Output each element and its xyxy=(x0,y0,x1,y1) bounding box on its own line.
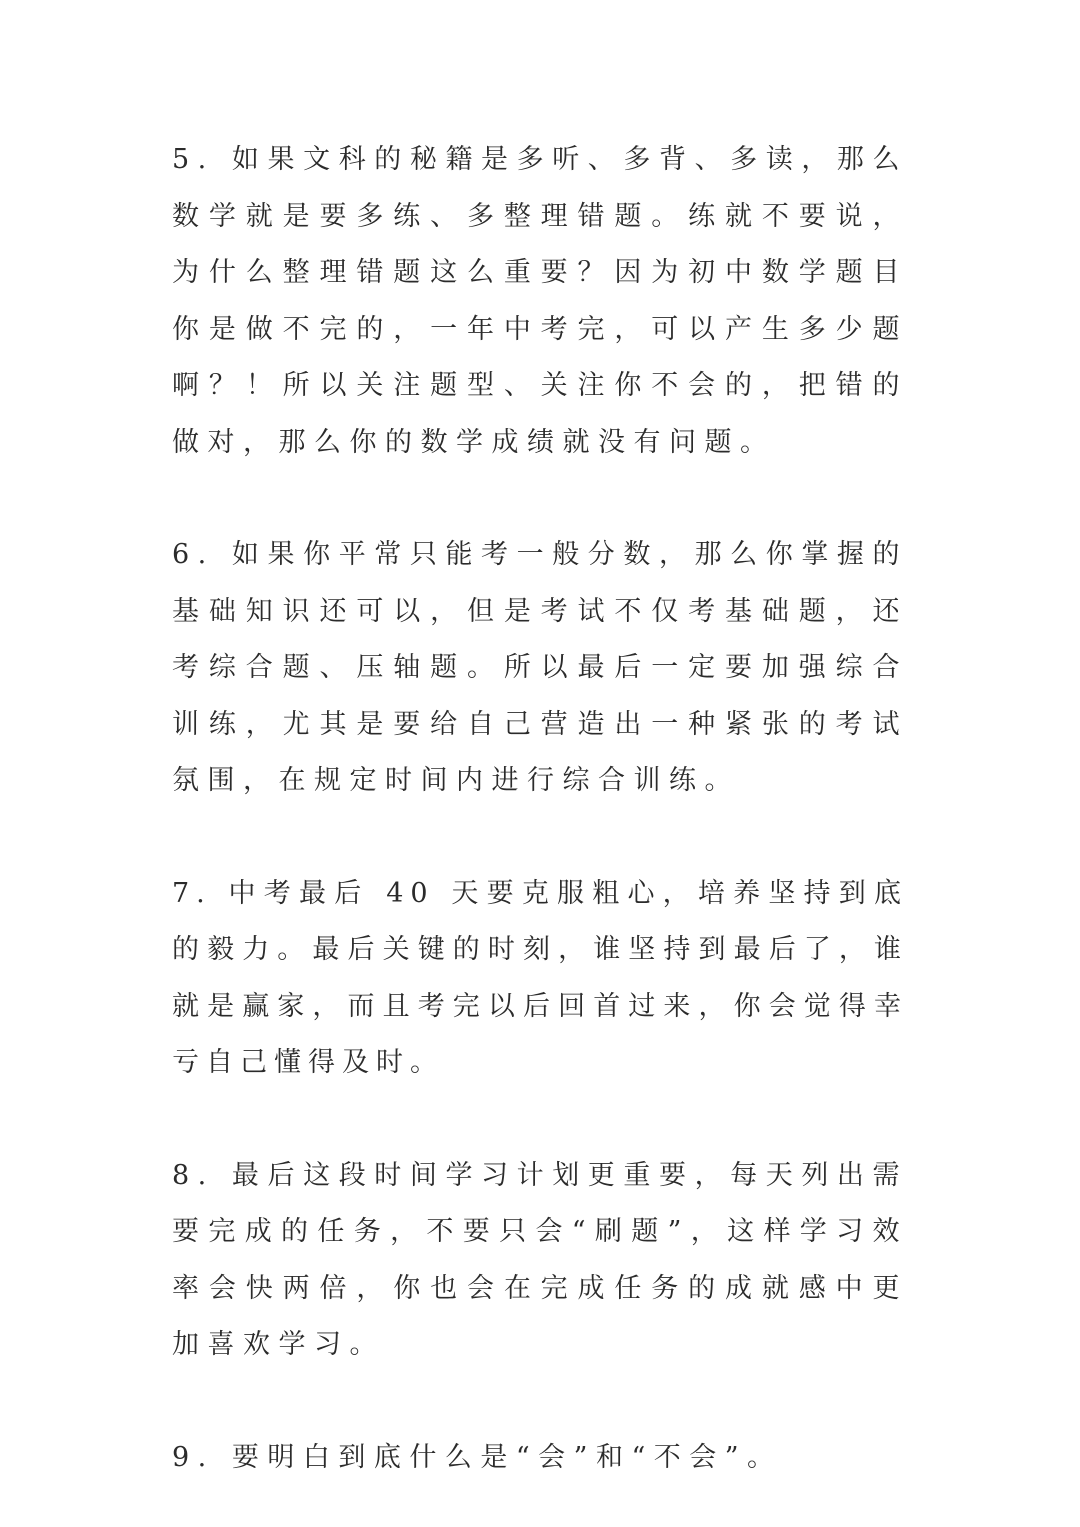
paragraph-9: 9. 要明白到底什么是“会”和“不会”。 xyxy=(172,1441,783,1473)
paragraph-5: 5. 如果文科的秘籍是多听、多背、多读，那么数学就是要多练、多整理错题。练就不要说，为什么整理错题这么重要？因为初中数学题目你是做不完的，一年中考完，可以产生多少题啊？！所以关注题型、关注你不会的，把错的做对，那么你的数学成绩就没有问题。 xyxy=(172,144,908,458)
paragraph-8: 8. 最后这段时间学习计划更重要，每天列出需要完成的任务，不要只会“刷题”，这样学习效率会快两倍，你也会在完成任务的成就感中更加喜欢学习。 xyxy=(172,1159,908,1360)
paragraph-6: 6. 如果你平常只能考一般分数，那么你掌握的基础知识还可以，但是考试不仅考基础题，还考综合题、压轴题。所以最后一定要加强综合训练，尤其是要给自己营造出一种紧张的考试氛围，在规定时间内进行综合训练。 xyxy=(172,539,908,796)
paragraph-7: 7. 中考最后 40 天要克服粗心，培养坚持到底的毅力。最后关键的时刻，谁坚持到最后了，谁就是赢家，而且考完以后回首过来，你会觉得幸亏自己懂得及时。 xyxy=(172,877,908,1078)
article-body xyxy=(172,132,908,1486)
